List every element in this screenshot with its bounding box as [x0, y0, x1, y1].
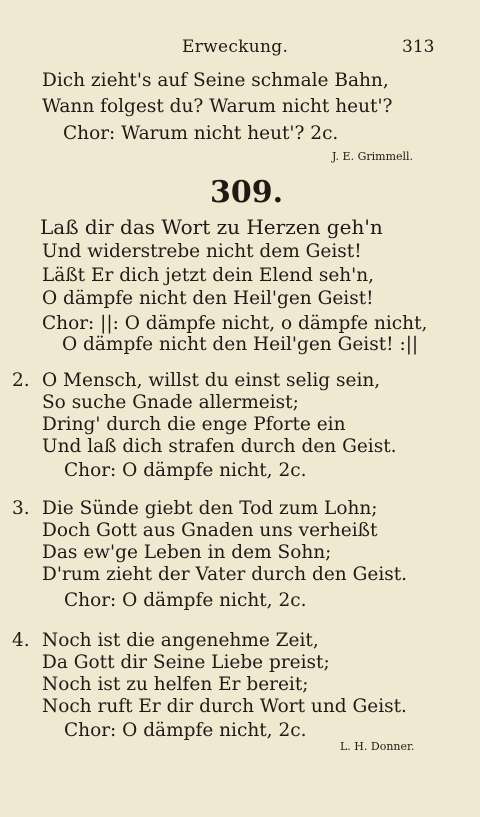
stanza2-line-2: So suche Gnade allermeist; [42, 392, 299, 413]
stanza1-chorus-line-1: Chor: ||: O dämpfe nicht, o dämpfe nicht, [42, 313, 428, 334]
stanza4-chorus: Chor: O dämpfe nicht, 2c. [64, 720, 307, 741]
stanza1-chorus-line-2: O dämpfe nicht den Heil'gen Geist! :|| [62, 334, 419, 355]
prev-hymn-line-1: Dich zieht's auf Seine schmale Bahn, [42, 70, 389, 91]
stanza2-line-3: Dring' durch die enge Pforte ein [42, 414, 346, 435]
stanza1-line-2: Und widerstrebe nicht dem Geist! [42, 241, 362, 262]
stanza1-line-3: Läßt Er dich jetzt dein Elend seh'n, [42, 265, 375, 286]
stanza4-line-2: Da Gott dir Seine Liebe preist; [42, 652, 330, 673]
stanza1-line-4: O dämpfe nicht den Heil'gen Geist! [42, 288, 374, 309]
stanza4-line-4: Noch ruft Er dir durch Wort und Geist. [42, 696, 407, 717]
prev-hymn-chorus: Chor: Warum nicht heut'? 2c. [63, 123, 339, 144]
hymn-number: 309. [210, 175, 284, 210]
stanza4-line-3: Noch ist zu helfen Er bereit; [42, 674, 309, 695]
stanza3-chorus: Chor: O dämpfe nicht, 2c. [64, 590, 307, 611]
stanza3-line-4: D'rum zieht der Vater durch den Geist. [42, 564, 408, 585]
prev-hymn-line-2: Wann folgest du? Warum nicht heut'? [42, 96, 393, 117]
stanza3-line-1: Die Sünde giebt den Tod zum Lohn; [42, 498, 378, 519]
stanza3-line-2: Doch Gott aus Gnaden uns verheißt [42, 520, 378, 541]
prev-hymn-author: J. E. Grimmell. [332, 150, 414, 163]
stanza3-number: 3. [12, 498, 30, 519]
stanza1-line-1: Laß dir das Wort zu Herzen geh'n [40, 215, 383, 239]
stanza4-line-1: Noch ist die angenehme Zeit, [42, 630, 319, 651]
page-number: 313 [402, 37, 435, 57]
stanza3-line-3: Das ew'ge Leben in dem Sohn; [42, 542, 332, 563]
hymn-author: L. H. Donner. [340, 740, 415, 753]
stanza2-chorus: Chor: O dämpfe nicht, 2c. [64, 460, 307, 481]
stanza2-number: 2. [12, 370, 30, 391]
running-header-title: Erweckung. [182, 37, 289, 57]
stanza4-number: 4. [12, 630, 30, 651]
stanza2-line-4: Und laß dich strafen durch den Geist. [42, 436, 397, 457]
stanza2-line-1: O Mensch, willst du einst selig sein, [42, 370, 381, 391]
